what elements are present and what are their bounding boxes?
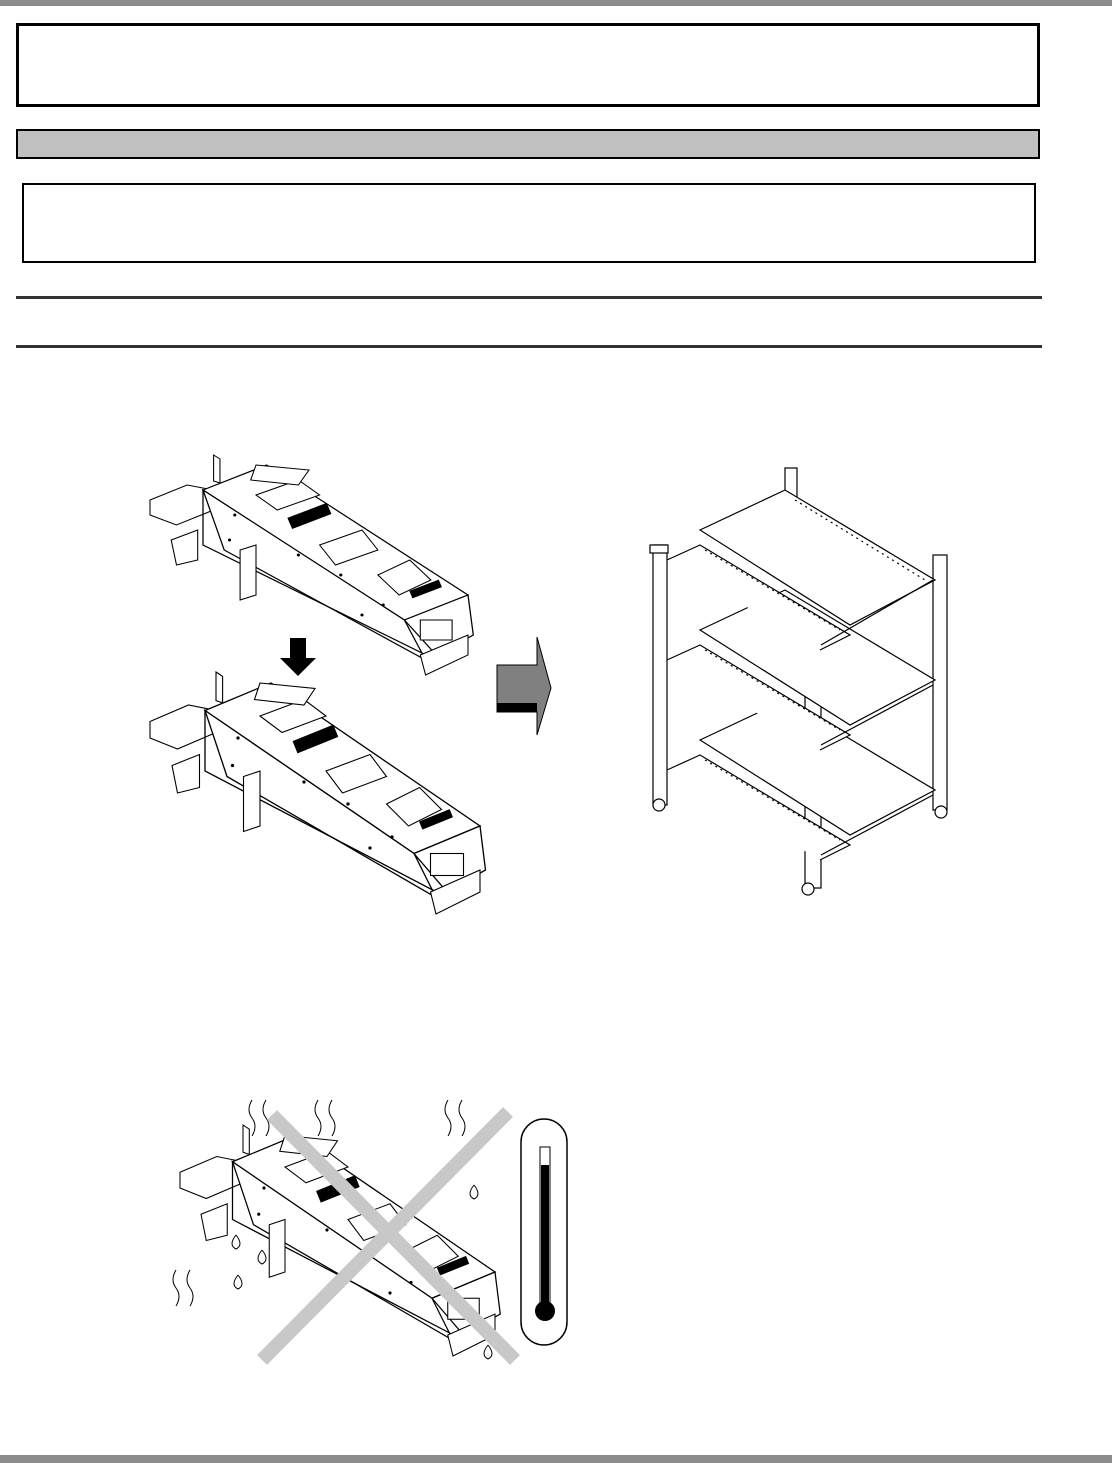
bottom-border-bar bbox=[0, 1455, 1112, 1463]
feeder-before-illustration bbox=[150, 455, 473, 675]
feeder-after-illustration bbox=[150, 672, 486, 914]
thermometer-icon bbox=[521, 1119, 567, 1345]
arrow-down-icon bbox=[280, 638, 316, 676]
storage-rack-illustration bbox=[650, 468, 947, 895]
arrow-right-icon bbox=[497, 637, 551, 735]
